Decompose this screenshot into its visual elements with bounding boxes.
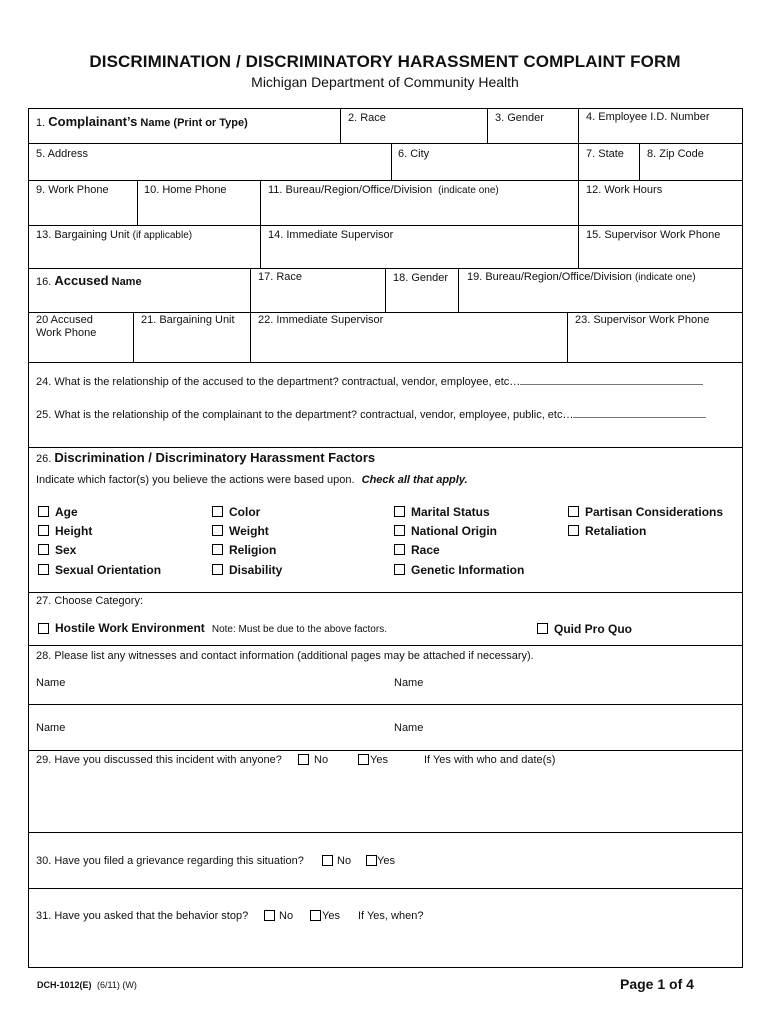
row-divider: [28, 362, 743, 363]
cell-divider: [578, 180, 579, 225]
cell-divider: [578, 143, 579, 180]
age-checkbox[interactable]: [38, 506, 49, 517]
color-label: Color: [229, 505, 261, 519]
weight-label: Weight: [229, 524, 269, 538]
genetic-information-label: Genetic Information: [411, 563, 525, 577]
discussed-yes-label: Yes: [370, 754, 388, 766]
row-divider: [28, 704, 743, 705]
grievance-question: 30. Have you filed a grievance regarding this situation?: [36, 855, 304, 867]
cell-divider: [137, 180, 138, 225]
race-factor-label: Race: [411, 543, 440, 557]
cell-divider: [260, 225, 261, 268]
sexual-orientation-label: Sexual Orientation: [55, 563, 162, 577]
discussed-no-label: No: [314, 754, 329, 766]
page-number: Page 1 of 4: [620, 976, 694, 992]
cell-divider: [578, 108, 579, 143]
sex-checkbox[interactable]: [38, 544, 49, 555]
accused-bureau-label[interactable]: 19. Bureau/Region/Office/Division (indicate one): [467, 271, 696, 283]
row-divider: [28, 143, 743, 144]
cell-divider: [250, 312, 251, 362]
behavior-stop-no-label: No: [279, 910, 294, 922]
grievance-yes-checkbox[interactable]: [366, 855, 377, 866]
behavior-stop-question: 31. Have you asked that the behavior stop?: [36, 910, 249, 922]
religion-checkbox[interactable]: [212, 544, 223, 555]
age-label: Age: [55, 505, 78, 519]
race-checkbox[interactable]: [394, 544, 405, 555]
disability-checkbox[interactable]: [212, 564, 223, 575]
behavior-stop-yes-checkbox[interactable]: [310, 910, 321, 921]
cell-divider: [385, 268, 386, 312]
bargaining-unit-label[interactable]: 13. Bargaining Unit (if applicable): [36, 229, 193, 241]
cell-divider: [639, 143, 640, 180]
relationship-accused-question[interactable]: 24. What is the relationship of the accused to the department? contractual, vendor, employee, etc…: [36, 374, 703, 389]
partisan-considerations-checkbox[interactable]: [568, 506, 579, 517]
cell-divider: [458, 268, 459, 312]
discussed-no-checkbox[interactable]: [298, 754, 309, 765]
bureau-label[interactable]: 11. Bureau/Region/Office/Division (indicate one): [268, 184, 499, 196]
cell-divider: [567, 312, 568, 362]
row-divider: [28, 225, 743, 226]
witness-name-field[interactable]: Name: [394, 722, 424, 734]
table-border-left: [28, 108, 29, 968]
form-title: DISCRIMINATION / DISCRIMINATORY HARASSMENT COMPLAINT FORM: [89, 52, 681, 71]
color-checkbox[interactable]: [212, 506, 223, 517]
row-divider: [28, 592, 743, 593]
cell-divider: [391, 143, 392, 180]
zip-code-label[interactable]: 8. Zip Code: [647, 148, 704, 160]
address-label[interactable]: 5. Address: [36, 148, 88, 160]
accused-race-label[interactable]: 17. Race: [258, 271, 303, 283]
accused-supervisor-label[interactable]: 22. Immediate Supervisor: [258, 314, 384, 326]
cell-divider: [578, 225, 579, 268]
national-origin-checkbox[interactable]: [394, 525, 405, 536]
accused-gender-label[interactable]: 18. Gender: [393, 272, 449, 284]
factors-instruction: Indicate which factor(s) you believe the actions were based upon. Check all that apply.: [36, 474, 468, 486]
witness-name-field[interactable]: Name: [36, 722, 66, 734]
accused-supervisor-phone-label[interactable]: 23. Supervisor Work Phone: [575, 314, 710, 326]
retaliation-checkbox[interactable]: [568, 525, 579, 536]
cell-divider: [250, 268, 251, 312]
complainant-name-label[interactable]: 1. Complainant’s Name (Print or Type): [36, 114, 248, 129]
city-label[interactable]: 6. City: [398, 148, 430, 160]
grievance-yes-label: Yes: [377, 855, 395, 867]
grievance-no-checkbox[interactable]: [322, 855, 333, 866]
partisan-considerations-label: Partisan Considerations: [585, 505, 724, 519]
quid-pro-quo-label: Quid Pro Quo: [554, 622, 632, 636]
behavior-stop-no-checkbox[interactable]: [264, 910, 275, 921]
witness-name-field[interactable]: Name: [394, 677, 424, 689]
marital-status-label: Marital Status: [411, 505, 490, 519]
witnesses-instruction: 28. Please list any witnesses and contact information (additional pages may be attached if necessary).: [36, 650, 534, 662]
sexual-orientation-checkbox[interactable]: [38, 564, 49, 575]
religion-label: Religion: [229, 543, 277, 557]
table-border-right: [742, 108, 743, 968]
marital-status-checkbox[interactable]: [394, 506, 405, 517]
national-origin-label: National Origin: [411, 524, 498, 538]
height-label: Height: [55, 524, 93, 538]
category-label: 27. Choose Category:: [36, 595, 144, 607]
work-hours-label[interactable]: 12. Work Hours: [586, 184, 663, 196]
cell-divider: [260, 180, 261, 225]
retaliation-label: Retaliation: [585, 524, 647, 538]
work-phone-label[interactable]: 9. Work Phone: [36, 184, 109, 196]
accused-work-phone-label[interactable]: 20 Accused Work Phone: [36, 314, 97, 339]
hostile-work-environment-label: Hostile Work Environment Note: Must be due to the above factors.: [55, 621, 387, 635]
hostile-work-environment-checkbox[interactable]: [38, 623, 49, 634]
race-label[interactable]: 2. Race: [348, 112, 386, 124]
table-border-bottom: [28, 967, 743, 968]
supervisor-work-phone-label[interactable]: 15. Supervisor Work Phone: [586, 229, 721, 241]
row-divider: [28, 888, 743, 889]
discussed-followup-label: If Yes with who and date(s): [424, 754, 556, 766]
row-divider: [28, 750, 743, 751]
employee-id-label[interactable]: 4. Employee I.D. Number: [586, 111, 710, 123]
genetic-information-checkbox[interactable]: [394, 564, 405, 575]
accused-bargaining-unit-label[interactable]: 21. Bargaining Unit: [141, 314, 235, 326]
gender-label[interactable]: 3. Gender: [495, 112, 544, 124]
relationship-complainant-question[interactable]: 25. What is the relationship of the complainant to the department? contractual, vendor, employee, public, etc…: [36, 407, 706, 422]
cell-divider: [340, 108, 341, 143]
row-divider: [28, 180, 743, 181]
sex-label: Sex: [55, 543, 77, 557]
weight-checkbox[interactable]: [212, 525, 223, 536]
behavior-stop-yes-label: Yes: [322, 910, 340, 922]
form-id: DCH-1012(E) (6/11) (W): [37, 980, 137, 990]
home-phone-label[interactable]: 10. Home Phone: [144, 184, 227, 196]
quid-pro-quo-checkbox[interactable]: [537, 623, 548, 634]
disability-label: Disability: [229, 563, 283, 577]
table-border-top: [28, 108, 743, 109]
witness-name-field[interactable]: Name: [36, 677, 66, 689]
state-label[interactable]: 7. State: [586, 148, 624, 160]
immediate-supervisor-label[interactable]: 14. Immediate Supervisor: [268, 229, 394, 241]
cell-divider: [133, 312, 134, 362]
row-divider: [28, 312, 743, 313]
grievance-no-label: No: [337, 855, 352, 867]
discussed-yes-checkbox[interactable]: [358, 754, 369, 765]
height-checkbox[interactable]: [38, 525, 49, 536]
row-divider: [28, 645, 743, 646]
accused-name-label[interactable]: 16. Accused Name: [36, 273, 142, 288]
row-divider: [28, 832, 743, 833]
discussed-incident-question: 29. Have you discussed this incident with anyone?: [36, 754, 282, 766]
factors-heading: 26. Discrimination / Discriminatory Harassment Factors: [36, 450, 376, 465]
cell-divider: [487, 108, 488, 143]
form-subtitle: Michigan Department of Community Health: [251, 74, 519, 90]
row-divider: [28, 447, 743, 448]
behavior-stop-followup-label: If Yes, when?: [358, 910, 424, 922]
